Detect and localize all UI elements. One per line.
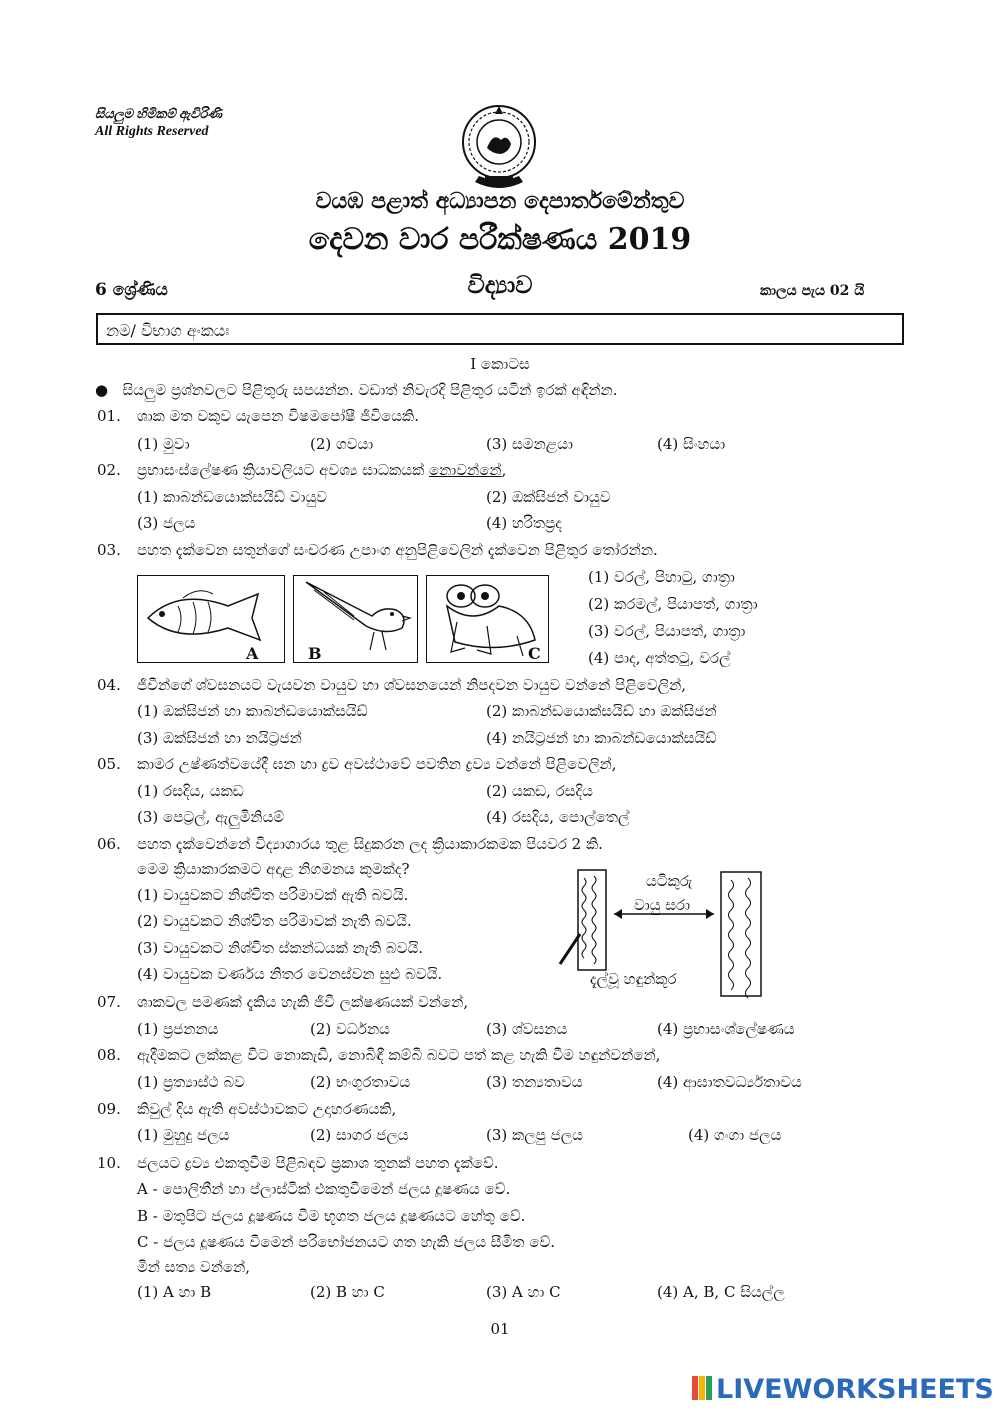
question-number: 06. xyxy=(97,835,121,853)
question-text-comma: , xyxy=(501,461,507,479)
image-label: B xyxy=(308,644,322,663)
question-number: 04. xyxy=(97,676,121,694)
question-text: ඇදීමකට ලක්කළ විට නොකැඩී, නොබිඳී කම්බි බවට පත් කළ හැකි වීම හඳුන්වන්නේ, xyxy=(137,1046,661,1064)
option[interactable]: (2) කරමල්, පියාපත්, ගාත්‍රා xyxy=(588,595,758,613)
option[interactable]: (3) A හා C xyxy=(486,1283,561,1301)
option[interactable]: (3) සමනළයා xyxy=(486,435,573,453)
question-number: 08. xyxy=(97,1046,121,1064)
question-5 xyxy=(97,755,617,773)
question-text: කිවුල් දිය ඇති අවස්ථාවකට උදාහරණයකි, xyxy=(137,1100,397,1118)
option[interactable]: (1) රසදිය, යකඩ xyxy=(137,782,244,800)
statement: A - පොලිතීන් හා ප්ලාස්ටික් එකතුවීමෙන් ජලය දූෂණය වේ. xyxy=(137,1180,511,1198)
question-text: ශාක මත වකුව යැපෙන විෂමපෝෂී ජීවියෙකි. xyxy=(137,407,419,425)
exam-title: දෙවන වාර පරීක්ෂණය 2019 xyxy=(308,222,692,257)
option[interactable]: (1) මුහුදු ජලය xyxy=(137,1126,230,1144)
diagram-label: වායු සරා xyxy=(634,896,691,914)
option[interactable]: (1) A හා B xyxy=(137,1283,212,1301)
option[interactable]: (2) වායුවකට නිශ්චිත පරිමාවක් නැති බවයි. xyxy=(137,912,412,930)
option[interactable]: (4) වායුවක වර්ණය නිතර වෙනස්වන සුළු බවයි. xyxy=(137,965,443,983)
option[interactable]: (2) ගවයා xyxy=(310,435,374,453)
question-number: 07. xyxy=(97,993,121,1011)
option[interactable]: (1) වායුවකට නිශ්චිත පරිමාවක් ඇති බවයි. xyxy=(137,886,409,904)
question-text: ජීවීන්ගේ ශ්වසනයට වැයවන වායුව හා ශ්වසනයෙන් නිපදවන වායුව වන්නේ පිළිවෙලින්, xyxy=(137,676,687,694)
department-name: වයඹ පළාත් අධ්‍යාපන දෙපාර්තමේන්තුව xyxy=(315,188,685,214)
rights-sinhala: සියලුම හිමිකම් ඇවිරිණි xyxy=(95,106,223,121)
question-number: 10. xyxy=(97,1154,121,1172)
question-2 xyxy=(97,461,506,479)
option[interactable]: (1) ප්‍රත්‍යාස්ථ බව xyxy=(137,1073,245,1091)
option[interactable]: (4) රසදිය, පොල්තෙල් xyxy=(486,808,630,826)
subject-title: විද්‍යාව xyxy=(467,270,533,299)
option[interactable]: (1) ඔක්සිජන් හා කාබන්ඩයොක්සයිඩ් xyxy=(137,702,368,720)
question-number: 02. xyxy=(97,461,121,479)
option[interactable]: (4) නයිට්‍රජන් හා කාබන්ඩයොක්සයිඩ් xyxy=(486,729,717,747)
option[interactable]: (2) ඔක්සිජන් වායුව xyxy=(486,488,611,506)
option[interactable]: (4) ප්‍රභාසංශ්ලේෂණය xyxy=(657,1020,795,1038)
question-10 xyxy=(97,1154,499,1172)
image-label: A xyxy=(246,644,259,663)
option[interactable]: (1) වරල්, පිහාටු, ගාත්‍රා xyxy=(588,568,735,586)
question-6 xyxy=(97,835,603,853)
instruction-text: සියලුම ප්‍රශ්නවලට පිළිතුරු සපයන්න. වඩාත් නිවැරදි පිළිතුර යටින් ඉරක් අඳින්න. xyxy=(122,381,618,399)
statement: C - ජලය දූෂණය වීමෙන් පරිභෝජනයට ගත හැකි ජලය සීමිත වේ. xyxy=(137,1233,556,1251)
liveworksheets-logo-icon xyxy=(692,1376,712,1400)
question-text: පහත දැක්වෙන සතුන්ගේ සංචරණ උපාංග අනුපිළිවෙලින් දැක්වෙන පිළිතුර තෝරන්න. xyxy=(137,541,658,559)
frog-image xyxy=(426,575,549,663)
option[interactable]: (1) මුවා xyxy=(137,435,190,453)
option[interactable]: (2) යකඩ, රසදිය xyxy=(486,782,593,800)
option[interactable]: (3) තන්‍යතාවය xyxy=(486,1073,583,1091)
question-text: කාමර උෂ්ණත්වයේදී ඝන හා ද්‍රව අවස්ථාවේ පවතින ද්‍රව්‍ය වන්නේ පිළිවෙලින්, xyxy=(137,755,617,773)
option[interactable]: (2) වර්ධනය xyxy=(310,1020,390,1038)
option[interactable]: (3) කලපු ජලය xyxy=(486,1126,583,1144)
question-3 xyxy=(97,541,658,559)
option[interactable]: (2) භංගුරතාවය xyxy=(310,1073,411,1091)
diagram-label: යටිකුරු xyxy=(646,872,693,890)
question-text: ප්‍රභාසංස්ලේෂණ ක්‍රියාවලියට අවශ්‍ය සාධකයක් xyxy=(137,461,429,479)
question-text: ශාකවල පමණක් දැකිය හැකි ජීවී ලක්ෂණයක් වන්නේ, xyxy=(137,993,469,1011)
question-7 xyxy=(97,993,468,1011)
question-number: 01. xyxy=(97,407,121,425)
option[interactable]: (4) සිංහයා xyxy=(657,435,726,453)
diagram-label: දැල්වූ හඳුන්කූර xyxy=(590,970,677,988)
option[interactable]: (4) පාද, අත්තටු, වරල් xyxy=(588,649,731,667)
question-text-underlined: නොවන්නේ xyxy=(428,461,502,479)
question-text: පහත දැක්වෙන්නේ විද්‍යාගාරය තුළ සිදුකරන ලද ක්‍රියාකාරකමක පියවර 2 කි. xyxy=(137,835,603,853)
option[interactable]: (2) කාබන්ඩයොක්සයිඩ් හා ඔක්සිජන් xyxy=(486,702,717,720)
instruction xyxy=(95,381,618,399)
question-8 xyxy=(97,1046,660,1064)
option[interactable]: (2) B හා C xyxy=(310,1283,385,1301)
option[interactable]: (3) ඔක්සිජන් හා නයිට්‍රජන් xyxy=(137,729,302,747)
question-text: ජලයට ද්‍රව්‍ය එකතුවීම පිළිබඳව ප්‍රකාශ තුනක් පහත දැක්වේ. xyxy=(137,1154,499,1172)
option[interactable]: (1) ප්‍රජනනය xyxy=(137,1020,219,1038)
option[interactable]: (3) වරල්, පියාපත්, ගාත්‍රා xyxy=(588,622,746,640)
option[interactable]: (4) හරිතප්‍රද xyxy=(486,514,562,532)
bird-image xyxy=(293,575,418,663)
name-label: නම/ විභාග අංකයඃ xyxy=(106,321,230,340)
option[interactable]: (4) A, B, C සියල්ල xyxy=(657,1283,785,1301)
option[interactable]: (3) ශ්වසනය xyxy=(486,1020,568,1038)
fish-image xyxy=(137,575,285,663)
bullet-icon: ● xyxy=(95,381,109,399)
question-number: 09. xyxy=(97,1100,121,1118)
statement: B - මතුපිට ජලය දූෂණය වීම භූගත ජලය දූෂණයට හේතු වේ. xyxy=(137,1207,526,1225)
image-label: C xyxy=(528,644,541,663)
option[interactable]: (4) ආඝාතවර්ධ්‍යතාවය xyxy=(657,1073,802,1091)
question-6-sub: මෙම ක්‍රියාකාරකමට අදාළ නිගමනය කුමක්ද? xyxy=(137,860,410,878)
name-field[interactable] xyxy=(96,313,904,345)
footer-brand[interactable]: LIVEWORKSHEETS xyxy=(716,1374,994,1405)
option[interactable]: (1) කාබන්ඩයොක්සයිඩ් වායුව xyxy=(137,488,328,506)
fish-icon xyxy=(138,576,284,662)
option[interactable]: (3) ජලය xyxy=(137,514,196,532)
option[interactable]: (3) පෙට්‍රල්, ඇලුමිනියම් xyxy=(137,808,285,826)
page-number: 01 xyxy=(490,1320,510,1338)
option[interactable]: (2) සාගර ජලය xyxy=(310,1126,409,1144)
grade-label: 6 ශ්‍රේණිය xyxy=(95,280,168,300)
emblem-icon xyxy=(455,102,543,192)
question-10-sub: මින් සත්‍ය වන්නේ, xyxy=(137,1258,251,1276)
option[interactable]: (4) ගංගා ජලය xyxy=(688,1126,782,1144)
rights-english: All Rights Reserved xyxy=(95,124,209,139)
section-title: I කොටස xyxy=(470,355,530,373)
time-label: කාලය පැය 02 යි xyxy=(760,283,865,299)
question-1 xyxy=(97,407,419,425)
question-4 xyxy=(97,676,686,694)
question-number: 05. xyxy=(97,755,121,773)
question-number: 03. xyxy=(97,541,121,559)
question-9 xyxy=(97,1100,396,1118)
option[interactable]: (3) වායුවකට නිශ්චිත ස්කන්ධයක් නැති බවයි. xyxy=(137,939,424,957)
